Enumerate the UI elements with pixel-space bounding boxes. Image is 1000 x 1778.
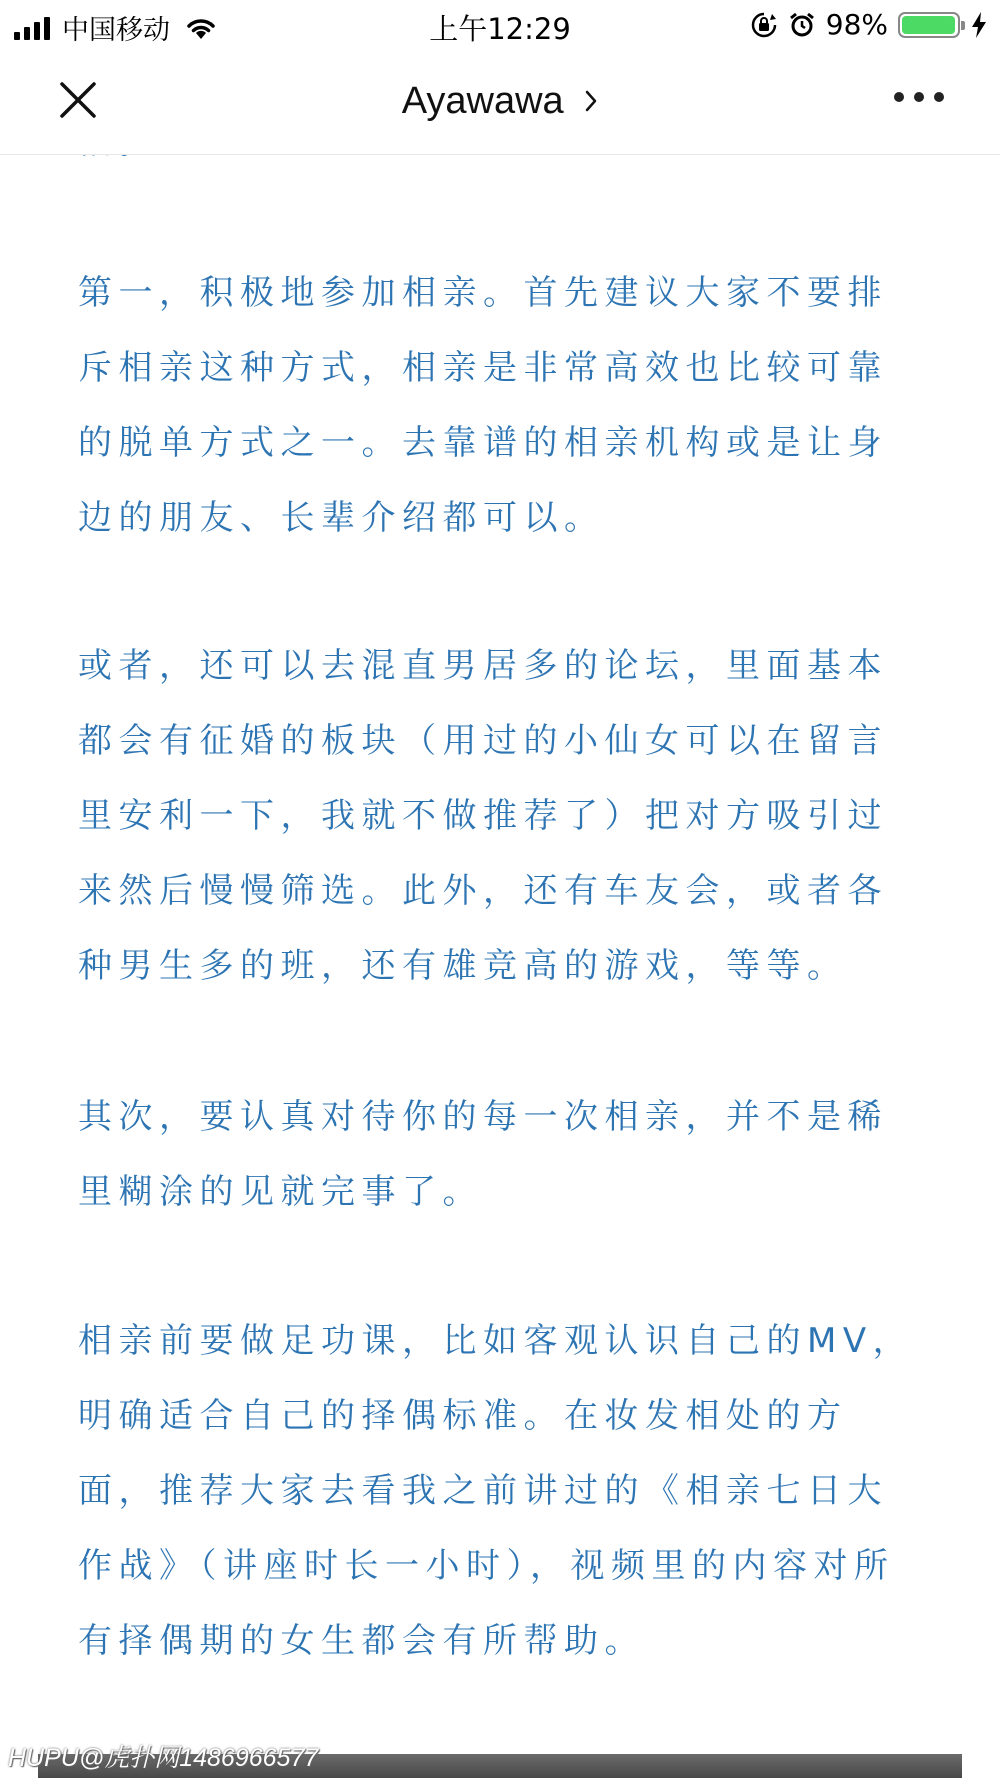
- account-title-link[interactable]: [402, 80, 599, 122]
- chevron-right-icon: [584, 90, 598, 112]
- article-paragraph-4: 相亲前要做足功课，比如客观认识自己的MV，明确适合自己的择偶标准。在妆发相处的方面，推荐大家去看我之前讲过的《相亲七日大作战》（讲座时长一小时），视频里的内容对所有择偶期的女生都会有所帮助。: [78, 1321, 914, 1661]
- rotation-lock-icon: [750, 11, 778, 39]
- charging-icon: [970, 11, 988, 39]
- battery-level-fill: [902, 16, 955, 34]
- alarm-icon: [788, 11, 816, 39]
- account-title: Ayawawa: [401, 80, 564, 122]
- status-time: 上午12:29: [429, 12, 571, 46]
- watermark-text: HUPU@虎扑网1486966577: [8, 1744, 319, 1772]
- carrier-name: 中国移动: [62, 15, 170, 46]
- article-paragraph-2: 或者，还可以去混直男居多的论坛，里面基本都会有征婚的板块（用过的小仙女可以在留言里安利一下，我就不做推荐了）把对方吸引过来然后慢慢筛选。此外，还有车友会，或者各种男生多的班，还有雄竞高的游戏，等等。: [78, 646, 888, 986]
- article-paragraph-1: 第一，积极地参加相亲。首先建议大家不要排斥相亲这种方式，相亲是非常高效也比较可靠的脱单方式之一。去靠谱的相亲机构或是让身边的朋友、长辈介绍都可以。: [78, 273, 888, 538]
- status-bar: [0, 0, 1000, 50]
- battery-icon: [898, 12, 960, 38]
- nav-title-area: [0, 80, 1000, 123]
- nav-bar: [0, 50, 1000, 155]
- article-paragraph-3: 其次，要认真对待你的每一次相亲，并不是稀里糊涂的见就完事了。: [78, 1097, 888, 1212]
- battery-percent: 98%: [825, 8, 888, 41]
- more-icon[interactable]: [894, 92, 944, 106]
- status-right: [750, 8, 988, 41]
